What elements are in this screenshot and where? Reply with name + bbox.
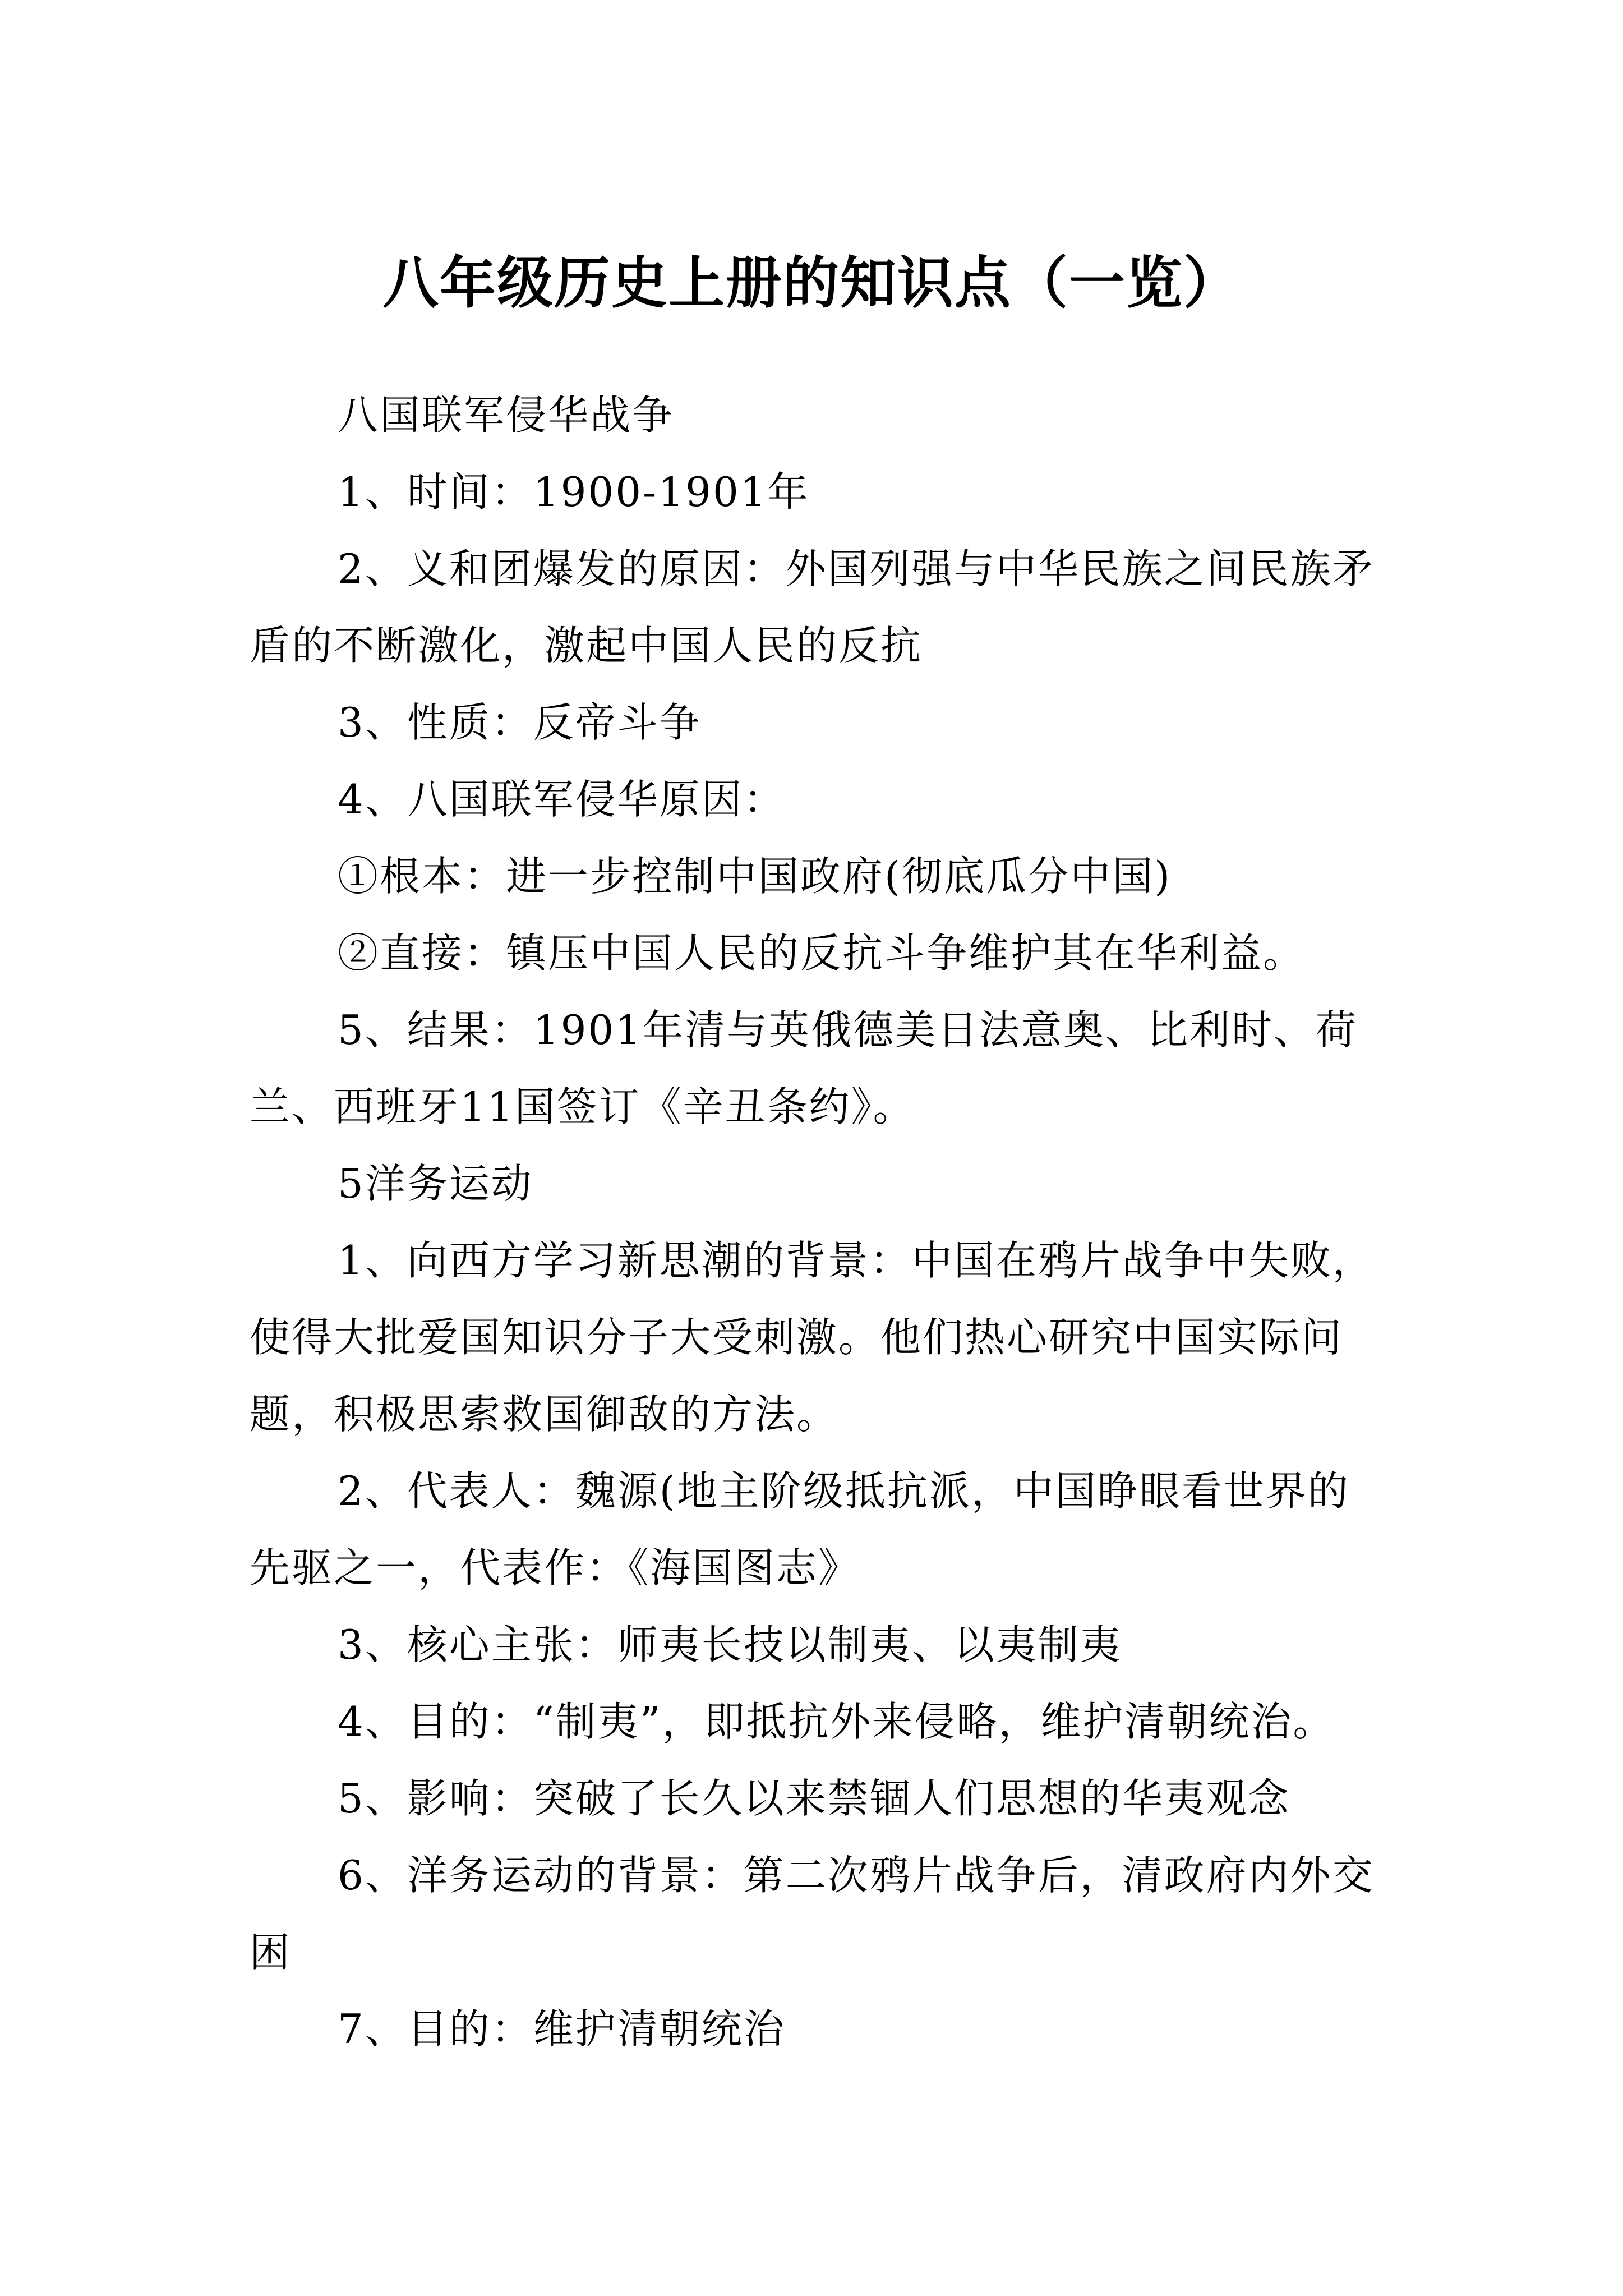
paragraph: 1、向西方学习新思潮的背景：中国在鸦片战争中失败，使得大批爱国知识分子大受刺激。他们热心研究中国实际问题，积极思索救国御敌的方法。 <box>250 1237 1375 1438</box>
paragraph: 3、核心主张：师夷长技以制夷、以夷制夷 <box>338 1621 1122 1668</box>
paragraph: 3、性质：反帝斗争 <box>338 699 702 746</box>
paragraph: 5、结果：1901年清与英俄德美日法意奥、比利时、荷兰、西班牙11国签订《辛丑条约》。 <box>250 1006 1358 1130</box>
paragraph: 6、洋务运动的背景：第二次鸦片战争后，清政府内外交困 <box>250 1852 1375 1976</box>
paragraph: 2、代表人：魏源(地主阶级抵抗派，中国睁眼看世界的先驱之一，代表作：《海国图志》 <box>250 1467 1350 1591</box>
document-body <box>250 377 1380 2068</box>
paragraph: 5、影响：突破了长久以来禁锢人们思想的华夷观念 <box>338 1775 1290 1822</box>
document-title: 八年级历史上册的知识点（一览） <box>382 250 1241 316</box>
paragraph: 4、八国联军侵华原因： <box>338 776 786 823</box>
section-heading: 5洋务运动 <box>338 1160 533 1207</box>
paragraph: ①根本：进一步控制中国政府(彻底瓜分中国) <box>338 853 1172 900</box>
paragraph: 1、时间：1900-1901年 <box>338 468 810 516</box>
paragraph: 4、目的：“制夷”，即抵抗外来侵略，维护清朝统治。 <box>338 1698 1335 1745</box>
paragraph: 2、义和团爆发的原因：外国列强与中华民族之间民族矛盾的不断激化，激起中国人民的反抗 <box>250 545 1375 669</box>
section-heading: 八国联军侵华战争 <box>338 392 675 439</box>
paragraph: ②直接：镇压中国人民的反抗斗争维护其在华利益。 <box>338 930 1306 977</box>
paragraph: 7、目的：维护清朝统治 <box>338 2005 786 2053</box>
